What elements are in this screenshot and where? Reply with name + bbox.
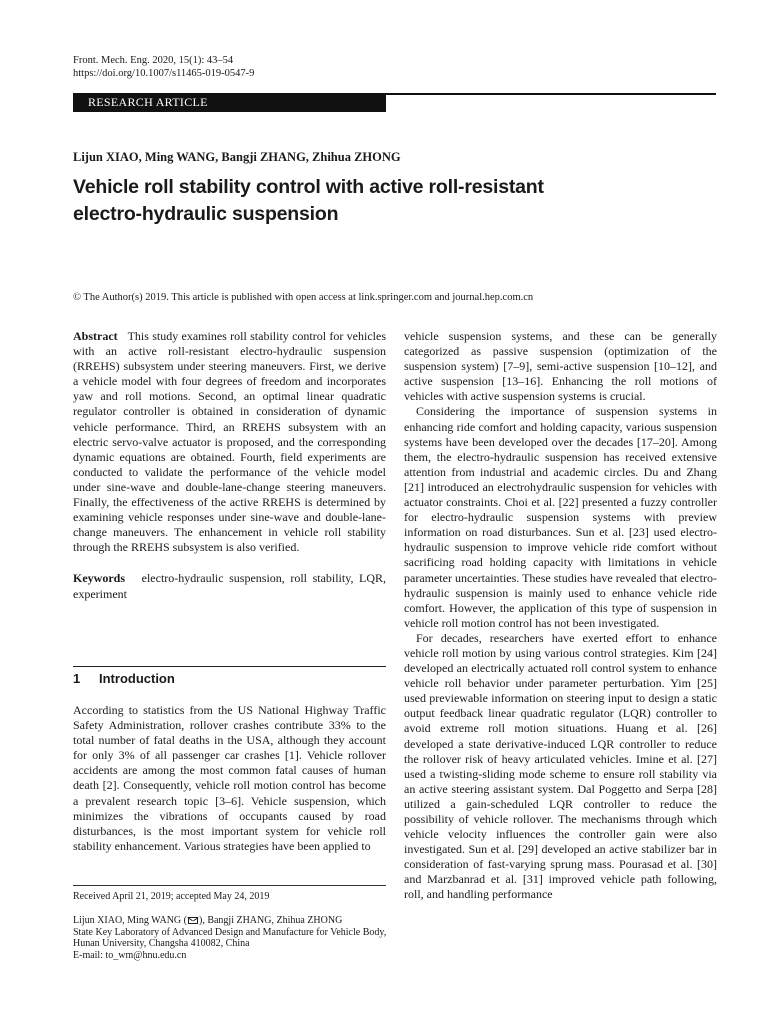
affiliation-block — [73, 915, 393, 961]
paragraph: vehicle suspension systems, and these can be generally categorized as passive suspension (optimization of the suspension system) [7–9], semi-active suspension [10–12], and active suspension [13–16]. Enhancing the roll motions of vehicles with active suspension systems is crucial. — [404, 329, 717, 404]
copyright-notice: © The Author(s) 2019. This article is published with open access at link.springer.com and journal.hep.com.cn — [73, 292, 534, 303]
envelope-icon — [188, 917, 198, 924]
keywords-text: electro-hydraulic suspension, roll stability, LQR, experiment — [73, 571, 386, 601]
article-title — [73, 174, 673, 228]
received-dates: Received April 21, 2019; accepted May 24, 2019 — [73, 891, 270, 902]
corresponding-authors — [73, 915, 393, 927]
introduction-body — [73, 703, 386, 854]
left-column — [73, 329, 386, 602]
section-title: Introduction — [99, 671, 175, 686]
paragraph: For decades, researchers have exerted effort to enhance vehicle roll motion by using various control strategies. Kim [24] developed an electrically actuated roll control system to enhance vehicle roll behavior under parameter perturbation. Yim [25] used previewable information on steering input to design a static output feedback linear quadratic regulator (LQR) controller to avoid extreme roll motion situations. Huang et al. [26] developed a state derivative-induced LQR controller to reduce the rollover risk of heavy articulated vehicles. Imine et al. [27] used a twisting-sliding mode scheme to ensure roll stability via an active steering assistant system. Dal Poggetto and Serpa [28] utilized a gain-scheduled LQR controller to reduce the possibility of vehicle rollover. The mechanisms through which vehicle velocity influences the controller gain were also investigated. Sun et al. [29] developed an active stabilizer bar in consideration of fast-varying sprung mass. Pourasad et al. [30] and Marzbanrad et al. [31] improved vehicle path following, roll, and handling performance — [404, 630, 717, 902]
title-line-1: Vehicle roll stability control with active roll-resistant — [73, 176, 544, 198]
abstract-label: Abstract — [73, 329, 118, 343]
header-rule — [386, 93, 716, 95]
affiliation: State Key Laboratory of Advanced Design and Manufacture for Vehicle Body, Hunan University, Changsha 410082, China — [73, 926, 387, 950]
journal-citation: Front. Mech. Eng. 2020, 15(1): 43–54 — [73, 55, 234, 66]
abstract — [73, 329, 386, 555]
intro-paragraph: According to statistics from the US National Highway Traffic Safety Administration, rollover crashes contribute 33% to the total number of fatal deaths in the USA, although they account for only 3% of all passenger car crashes [1]. Vehicle rollover accidents are among the most common fatal causes of human death [2]. Consequently, vehicle roll motion control has become a prevalent research topic [3–6]. Vehicle suspension, which minimizes the vibrations of occupants caused by road disturbances, is the most important system for vehicle roll stability enhancement. Various strategies have been applied to — [73, 703, 386, 853]
section-heading — [73, 671, 175, 686]
journal-header — [73, 54, 254, 80]
section-divider — [73, 666, 386, 667]
article-type-bar — [73, 93, 716, 112]
article-type-banner — [73, 93, 386, 112]
title-line-2: electro-hydraulic suspension — [73, 203, 339, 225]
author-list: Lijun XIAO, Ming WANG, Bangji ZHANG, Zhihua ZHONG — [73, 150, 401, 164]
right-column — [404, 329, 717, 903]
authors-post: ), Bangji ZHANG, Zhihua ZHONG — [198, 915, 343, 926]
paragraph: Considering the importance of suspension systems in enhancing ride comfort and holding capacity, various suspension systems have been developed over the decades [17–20]. Among them, the electro-hydraulic suspension has received extensive attention from industrial and academic circles. Du and Zhang [21] introduced an electrohydraulic suspension for vehicles with actuator constraints. Choi et al. [22] presented a fuzzy controller for electro-hydraulic suspension systems with preview information on road disturbances. Sun et al. [23] used electro-hydraulic suspension to improve vehicle ride comfort without sacrificing road holding capacity with limitations in vehicle parameter uncertainties. These studies have revealed that electro-hydraulic suspension is mainly used to enhance vehicle ride comfort. However, the application of this type of suspension in vehicle roll motion control has not been investigated. — [404, 404, 717, 630]
section-number: 1 — [73, 671, 81, 686]
keywords-label: Keywords — [73, 571, 125, 586]
authors-pre: Lijun XIAO, Ming WANG ( — [73, 915, 187, 926]
email[interactable]: E-mail: to_wm@hnu.edu.cn — [73, 949, 187, 961]
journal-doi[interactable]: https://doi.org/10.1007/s11465-019-0547-9 — [73, 68, 255, 79]
abstract-text: This study examines roll stability control for vehicles with an active roll-resistant electro-hydraulic suspension (RREHS) subsystem under steering maneuvers. First, we derive a vehicle model with four degrees of freedom and incorporates yaw and roll motions. Second, an optimal linear quadratic regulator controller is obtained in consideration of dynamic vehicle performance. Third, an RREHS subsystem with an electric servo-valve actuator is proposed, and the corresponding dynamic equations are obtained. Fourth, field experiments are conducted to validate the performance of the vehicle model under sine-wave and double-lane-change steering maneuvers. Finally, the effectiveness of the active RREHS is determined by examining vehicle responses under sine-wave and double-lane-change maneuvers. The enhancement in vehicle roll stability through the RREHS subsystem is also verified. — [73, 329, 386, 555]
footnote-divider — [73, 885, 386, 886]
keywords — [73, 571, 386, 601]
article-type-label: RESEARCH ARTICLE — [88, 95, 208, 109]
